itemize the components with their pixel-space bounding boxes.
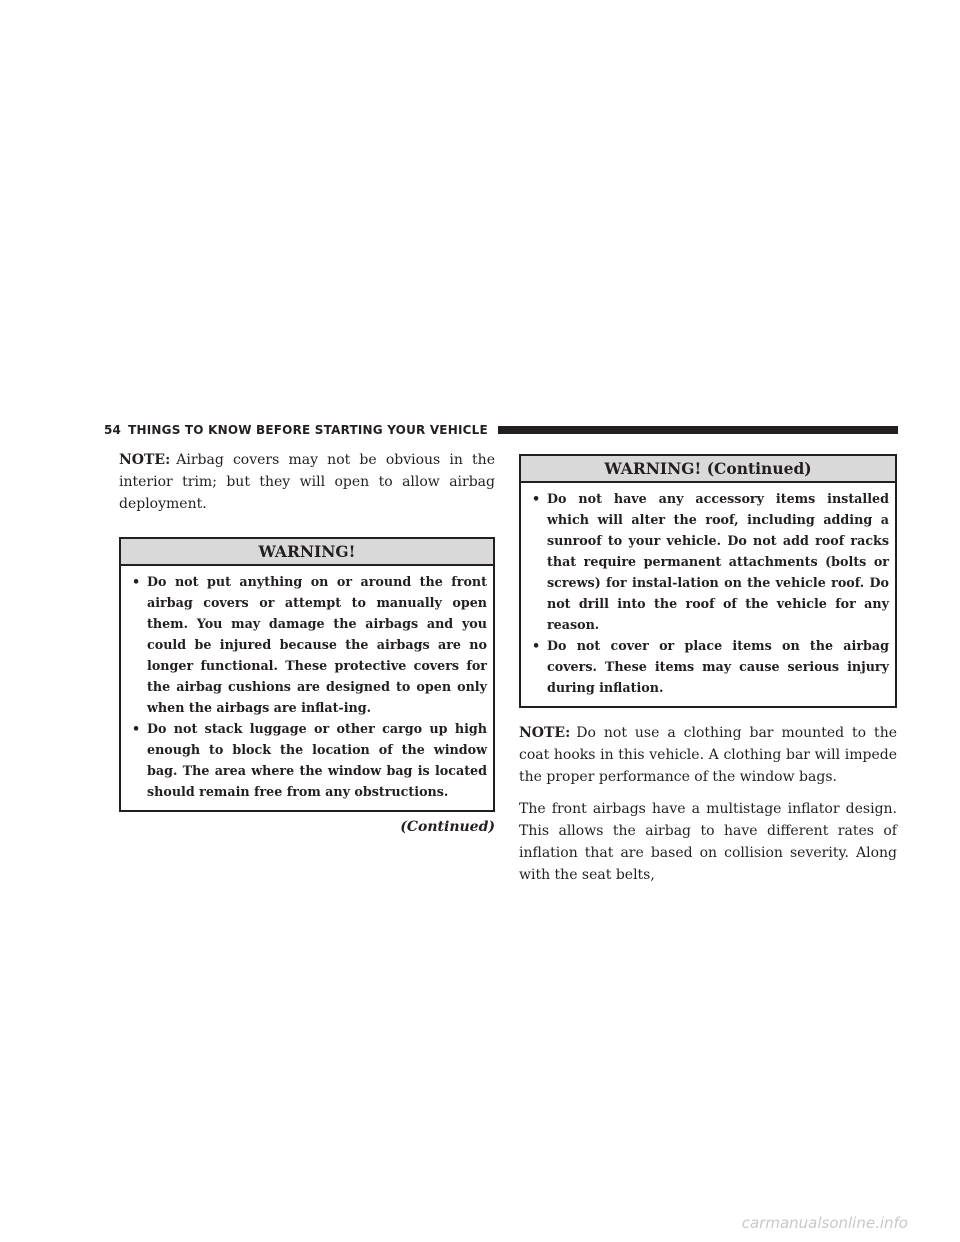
page-header [104, 420, 898, 440]
warning-item-text: Do not stack luggage or other cargo up high enough to block the location of the window bag. The area where the window bag is located should remain free from any obstructions. [147, 721, 487, 799]
warning-item-text: Do not have any accessory items installed which will alter the roof, including adding a sunroof to your vehicle. Do not add roof racks that require permanent attachments (bolts or screws) for instal-lation on the vehicle roof. Do not drill into the roof of the vehicle for any reason. [547, 491, 889, 632]
left-column [119, 449, 495, 835]
body-paragraph: The front airbags have a multistage inflator design. This allows the airbag to have different rates of inflation that are based on collision severity. Along with the seat belts, [519, 801, 897, 883]
page-number: 54 [104, 423, 122, 437]
warning-item [129, 571, 487, 718]
section-title: THINGS TO KNOW BEFORE STARTING YOUR VEHICLE [128, 423, 488, 437]
note-text: Airbag covers may not be obvious in the interior trim; but they will open to allow airbag deployment. [119, 452, 495, 512]
watermark: carmanualsonline.info [741, 1214, 908, 1232]
warning-list [529, 488, 889, 698]
note-airbag-covers [119, 449, 495, 515]
note-label: NOTE: [519, 725, 571, 741]
warning-list [129, 571, 487, 802]
warning-item [129, 718, 487, 802]
warning-box [119, 537, 495, 812]
warning-continued-box [519, 454, 897, 708]
bullet: • [531, 638, 541, 653]
header-rule [498, 426, 898, 434]
bullet: • [131, 574, 141, 589]
warning-title: WARNING! [121, 539, 493, 566]
warning-item [529, 488, 889, 635]
note-text: Do not use a clothing bar mounted to the coat hooks in this vehicle. A clothing bar will impede the proper performance of the window bags. [519, 725, 897, 785]
warning-continued-title: WARNING! (Continued) [521, 456, 895, 483]
note-clothing-bar [519, 722, 897, 788]
continued-label: (Continued) [400, 819, 495, 835]
right-column [519, 449, 897, 886]
bullet: • [531, 491, 541, 506]
warning-item-text: Do not put anything on or around the front airbag covers or attempt to manually open them. You may damage the airbags and you could be injured because the airbags are no longer functional. These protective covers for the airbag cushions are designed to open only when the airbags are inflat-ing. [147, 574, 487, 715]
warning-item-text: Do not cover or place items on the airbag covers. These items may cause serious injury during inflation. [547, 638, 889, 695]
bullet: • [131, 721, 141, 736]
note-label: NOTE: [119, 452, 171, 468]
warning-item [529, 635, 889, 698]
